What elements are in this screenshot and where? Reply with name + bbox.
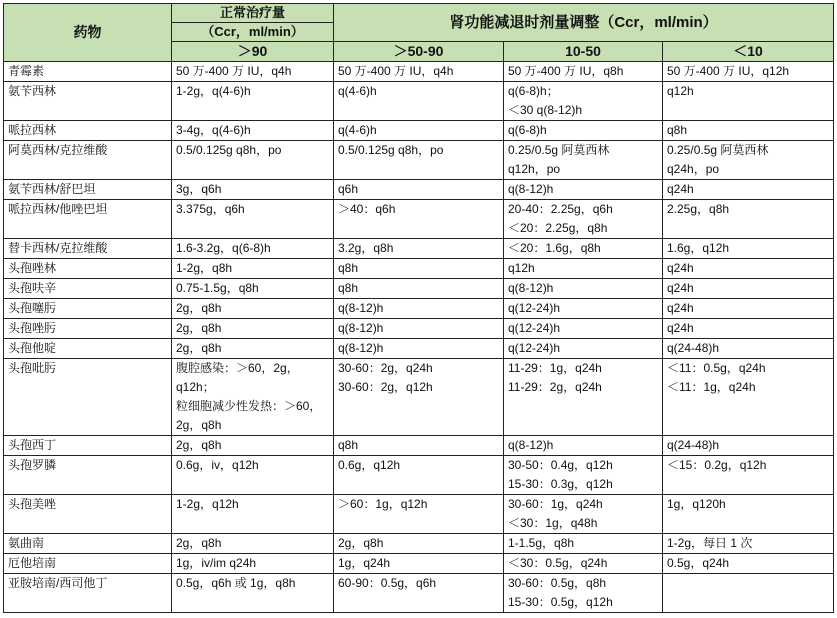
cell-ccr-lt10 xyxy=(663,339,834,359)
cell-ccr-10-50 xyxy=(504,200,663,239)
cell-line: q(6-8)h； xyxy=(508,84,559,98)
cell-normal-dose xyxy=(172,456,334,495)
cell-line: 15-30：0.5g，q12h xyxy=(508,595,613,609)
cell-normal-dose xyxy=(172,554,334,574)
cell-line: 1-2g，q(4-6)h xyxy=(176,84,251,98)
cell-drug-name: 青霉素 xyxy=(4,62,172,82)
cell-line: 2g，q8h xyxy=(338,536,384,550)
cell-line: q12h xyxy=(508,261,535,275)
cell-ccr-lt10 xyxy=(663,121,834,141)
table-row xyxy=(4,82,834,121)
cell-ccr-gt50 xyxy=(334,319,504,339)
cell-line: 2g，q8h xyxy=(176,321,222,335)
table-body xyxy=(4,62,834,613)
cell-ccr-lt10 xyxy=(663,319,834,339)
cell-line: 60-90：0.5g，q6h xyxy=(338,576,437,590)
cell-drug-name: 亚胺培南/西司他丁 xyxy=(4,574,172,613)
cell-line: 0.6g，q12h xyxy=(338,458,401,472)
header-renal-adjust: 肾功能减退时剂量调整（Ccr，ml/min） xyxy=(334,4,834,42)
cell-line: ＜30：0.5g，q24h xyxy=(508,556,608,570)
cell-line: 1-1.5g，q8h xyxy=(508,536,575,550)
cell-ccr-10-50 xyxy=(504,456,663,495)
cell-line: 3.2g，q8h xyxy=(338,241,394,255)
header-col-lt10: ＜10 xyxy=(663,42,834,62)
cell-line: 50 万-400 万 IU，q4h xyxy=(338,64,454,78)
cell-drug-name: 氨苄西林 xyxy=(4,82,172,121)
cell-line: 2g，q8h xyxy=(176,418,222,432)
cell-line: 30-60：0.5g，q8h xyxy=(508,576,607,590)
cell-line: 1g，iv/im q24h xyxy=(176,556,257,570)
cell-line: 1-2g，q12h xyxy=(176,497,239,511)
cell-drug-name: 氨曲南 xyxy=(4,534,172,554)
cell-line: ＜30：1g，q48h xyxy=(508,516,598,530)
cell-drug-name: 替卡西林/克拉维酸 xyxy=(4,239,172,259)
cell-line: 0.75-1.5g，q8h xyxy=(176,281,259,295)
cell-line: q8h xyxy=(667,123,688,137)
header-col-10-50: 10-50 xyxy=(504,42,663,62)
cell-drug-name: 头孢美唑 xyxy=(4,495,172,534)
cell-line: 2.25g，q8h xyxy=(667,202,730,216)
cell-line: q(8-12)h xyxy=(508,182,554,196)
cell-line: 11-29：1g，q24h xyxy=(508,361,602,375)
cell-line: q(12-24)h xyxy=(508,301,561,315)
cell-line: 30-50：0.4g，q12h xyxy=(508,458,613,472)
table-row xyxy=(4,319,834,339)
cell-ccr-gt50 xyxy=(334,554,504,574)
cell-ccr-10-50 xyxy=(504,62,663,82)
cell-drug-name: 头孢他啶 xyxy=(4,339,172,359)
header-normal-dose xyxy=(172,4,334,23)
cell-ccr-10-50 xyxy=(504,554,663,574)
cell-ccr-lt10 xyxy=(663,554,834,574)
cell-line: 2g，q8h xyxy=(176,438,222,452)
cell-line: ＜15：0.2g，q12h xyxy=(667,458,767,472)
cell-normal-dose xyxy=(172,339,334,359)
cell-ccr-10-50 xyxy=(504,339,663,359)
cell-line: 1.6g，q12h xyxy=(667,241,730,255)
cell-ccr-lt10 xyxy=(663,495,834,534)
cell-ccr-10-50 xyxy=(504,259,663,279)
cell-ccr-gt50 xyxy=(334,259,504,279)
cell-line: 0.5g，q24h xyxy=(667,556,730,570)
cell-ccr-lt10 xyxy=(663,359,834,436)
cell-drug-name: 哌拉西林/他唑巴坦 xyxy=(4,200,172,239)
cell-line: 1-2g，q8h xyxy=(176,261,233,275)
cell-ccr-lt10 xyxy=(663,141,834,180)
cell-line: q24h xyxy=(667,301,694,315)
table-row xyxy=(4,200,834,239)
cell-ccr-lt10 xyxy=(663,574,834,613)
table-row xyxy=(4,279,834,299)
cell-ccr-gt50 xyxy=(334,574,504,613)
cell-ccr-gt50 xyxy=(334,180,504,200)
table-row xyxy=(4,299,834,319)
cell-normal-dose xyxy=(172,180,334,200)
table-row xyxy=(4,239,834,259)
cell-line: 腹腔感染：＞60，2g， xyxy=(176,361,299,375)
cell-line: q(8-12)h xyxy=(338,301,384,315)
table-row xyxy=(4,339,834,359)
cell-line: 0.5/0.125g q8h，po xyxy=(338,143,444,157)
cell-line: q8h xyxy=(338,438,359,452)
cell-ccr-lt10 xyxy=(663,62,834,82)
renal-dosing-table xyxy=(3,3,834,613)
cell-ccr-10-50 xyxy=(504,121,663,141)
cell-drug-name: 头孢唑肟 xyxy=(4,319,172,339)
cell-ccr-gt50 xyxy=(334,359,504,436)
header-drug: 药物 xyxy=(4,4,172,62)
cell-normal-dose xyxy=(172,299,334,319)
cell-normal-dose xyxy=(172,319,334,339)
cell-line: q(8-12)h xyxy=(338,321,384,335)
cell-normal-dose xyxy=(172,279,334,299)
cell-line: ＜20：1.6g，q8h xyxy=(508,241,601,255)
table-row xyxy=(4,121,834,141)
cell-line: 1g，q120h xyxy=(667,497,726,511)
table-row xyxy=(4,436,834,456)
cell-ccr-gt50 xyxy=(334,62,504,82)
cell-ccr-10-50 xyxy=(504,495,663,534)
cell-line: q24h xyxy=(667,182,694,196)
table-row xyxy=(4,62,834,82)
cell-line: q(4-6)h xyxy=(338,84,377,98)
table-row xyxy=(4,180,834,200)
header-col-gt50: ＞50-90 xyxy=(334,42,504,62)
cell-line: 1.6-3.2g，q(6-8)h xyxy=(176,241,271,255)
cell-normal-dose xyxy=(172,82,334,121)
cell-line: 0.6g，iv，q12h xyxy=(176,458,259,472)
cell-line: ＜11：1g，q24h xyxy=(667,380,756,394)
cell-ccr-lt10 xyxy=(663,279,834,299)
cell-ccr-lt10 xyxy=(663,259,834,279)
cell-line: 0.5/0.125g q8h，po xyxy=(176,143,282,157)
cell-ccr-lt10 xyxy=(663,534,834,554)
cell-normal-dose xyxy=(172,534,334,554)
cell-ccr-10-50 xyxy=(504,436,663,456)
cell-line: q(8-12)h xyxy=(338,341,384,355)
table-row xyxy=(4,259,834,279)
cell-ccr-lt10 xyxy=(663,436,834,456)
cell-drug-name: 头孢呋辛 xyxy=(4,279,172,299)
cell-ccr-10-50 xyxy=(504,299,663,319)
cell-normal-dose xyxy=(172,436,334,456)
cell-normal-dose xyxy=(172,239,334,259)
cell-line: q24h，po xyxy=(667,162,720,176)
table-row xyxy=(4,554,834,574)
cell-normal-dose xyxy=(172,495,334,534)
cell-ccr-gt50 xyxy=(334,200,504,239)
cell-line: q(6-8)h xyxy=(508,123,547,137)
cell-line: q8h xyxy=(338,281,359,295)
cell-line: 30-60：2g，q24h xyxy=(338,361,433,375)
cell-ccr-lt10 xyxy=(663,299,834,319)
cell-ccr-10-50 xyxy=(504,574,663,613)
cell-line: 50 万-400 万 IU，q12h xyxy=(667,64,790,78)
table-row xyxy=(4,141,834,180)
cell-line: 15-30：0.3g，q12h xyxy=(508,477,613,491)
header-col-normal: ＞90 xyxy=(172,42,334,62)
cell-line: q(24-48)h xyxy=(667,438,720,452)
cell-ccr-lt10 xyxy=(663,180,834,200)
cell-line: q(8-12)h xyxy=(508,281,554,295)
cell-line: 20-40：2.25g，q6h xyxy=(508,202,613,216)
cell-line: 3-4g，q(4-6)h xyxy=(176,123,251,137)
cell-line: 2g，q8h xyxy=(176,341,222,355)
cell-ccr-10-50 xyxy=(504,279,663,299)
cell-line: ＜30 q(8-12)h xyxy=(508,103,583,117)
cell-drug-name: 阿莫西林/克拉维酸 xyxy=(4,141,172,180)
cell-line: q(8-12)h xyxy=(508,438,554,452)
cell-line: q(4-6)h xyxy=(338,123,377,137)
cell-line: 11-29：2g，q24h xyxy=(508,380,602,394)
cell-drug-name: 头孢吡肟 xyxy=(4,359,172,436)
cell-ccr-gt50 xyxy=(334,82,504,121)
cell-ccr-10-50 xyxy=(504,180,663,200)
cell-ccr-10-50 xyxy=(504,82,663,121)
cell-line: 粒细胞减少性发热：＞60， xyxy=(176,399,322,413)
cell-line: q24h xyxy=(667,281,694,295)
cell-ccr-gt50 xyxy=(334,299,504,319)
cell-ccr-lt10 xyxy=(663,82,834,121)
table-row xyxy=(4,495,834,534)
cell-drug-name: 厄他培南 xyxy=(4,554,172,574)
table-row xyxy=(4,574,834,613)
cell-ccr-10-50 xyxy=(504,239,663,259)
cell-line: 2g，q8h xyxy=(176,301,222,315)
cell-drug-name: 头孢唑林 xyxy=(4,259,172,279)
cell-line: 1g，q24h xyxy=(338,556,391,570)
cell-normal-dose xyxy=(172,359,334,436)
cell-drug-name: 哌拉西林 xyxy=(4,121,172,141)
cell-line: 1-2g，每日 1 次 xyxy=(667,536,753,550)
cell-line: ＜20：2.25g，q8h xyxy=(508,221,608,235)
cell-ccr-gt50 xyxy=(334,141,504,180)
cell-ccr-gt50 xyxy=(334,436,504,456)
cell-normal-dose xyxy=(172,574,334,613)
cell-line: q12h； xyxy=(176,380,215,394)
cell-ccr-10-50 xyxy=(504,534,663,554)
cell-normal-dose xyxy=(172,62,334,82)
cell-line: q(12-24)h xyxy=(508,341,561,355)
cell-line: q(24-48)h xyxy=(667,341,720,355)
cell-normal-dose xyxy=(172,121,334,141)
cell-line: 50 万-400 万 IU，q4h xyxy=(176,64,292,78)
cell-ccr-10-50 xyxy=(504,141,663,180)
cell-ccr-gt50 xyxy=(334,534,504,554)
table-row xyxy=(4,359,834,436)
cell-line: 0.25/0.5g 阿莫西林 xyxy=(508,143,610,157)
cell-drug-name: 头孢西丁 xyxy=(4,436,172,456)
cell-line: 2g，q8h xyxy=(176,536,222,550)
cell-drug-name: 氨苄西林/舒巴坦 xyxy=(4,180,172,200)
cell-line: 30-60：2g，q12h xyxy=(338,380,433,394)
cell-ccr-lt10 xyxy=(663,239,834,259)
cell-line: q12h，po xyxy=(508,162,561,176)
cell-normal-dose xyxy=(172,141,334,180)
cell-line: 0.5g，q6h 或 1g，q8h xyxy=(176,576,296,590)
header-normal-title: 正常治疗量 xyxy=(219,5,285,20)
header-normal-unit: （Ccr，ml/min） xyxy=(172,23,334,42)
cell-line: q6h xyxy=(338,182,359,196)
cell-line: 0.25/0.5g 阿莫西林 xyxy=(667,143,769,157)
cell-line: q24h xyxy=(667,321,694,335)
cell-line: ＜11：0.5g，q24h xyxy=(667,361,766,375)
cell-line: q8h xyxy=(338,261,359,275)
cell-line: 30-60：1g，q24h xyxy=(508,497,603,511)
table-row xyxy=(4,456,834,495)
cell-normal-dose xyxy=(172,200,334,239)
cell-drug-name: 头孢罗膦 xyxy=(4,456,172,495)
cell-line: 50 万-400 万 IU，q8h xyxy=(508,64,624,78)
cell-normal-dose xyxy=(172,259,334,279)
cell-line: ＞40：q6h xyxy=(338,202,396,216)
cell-ccr-lt10 xyxy=(663,456,834,495)
cell-ccr-10-50 xyxy=(504,359,663,436)
cell-ccr-gt50 xyxy=(334,339,504,359)
cell-ccr-lt10 xyxy=(663,200,834,239)
cell-line: q12h xyxy=(667,84,694,98)
cell-ccr-gt50 xyxy=(334,456,504,495)
cell-line: 3.375g，q6h xyxy=(176,202,245,216)
cell-line: 3g，q6h xyxy=(176,182,222,196)
cell-ccr-10-50 xyxy=(504,319,663,339)
cell-ccr-gt50 xyxy=(334,239,504,259)
cell-line: q24h xyxy=(667,261,694,275)
table-row xyxy=(4,534,834,554)
cell-line: q(12-24)h xyxy=(508,321,561,335)
cell-line: ＞60：1g，q12h xyxy=(338,497,428,511)
cell-ccr-gt50 xyxy=(334,121,504,141)
cell-drug-name: 头孢噻肟 xyxy=(4,299,172,319)
cell-ccr-gt50 xyxy=(334,279,504,299)
cell-ccr-gt50 xyxy=(334,495,504,534)
